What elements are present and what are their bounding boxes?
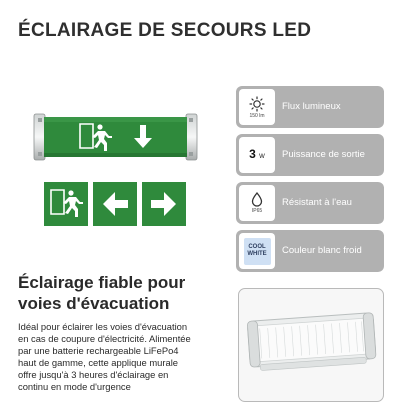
luminaire-product-photo [238,288,384,402]
section-heading: Éclairage fiable pour voies d'évacuation [18,273,186,313]
feature-luminous-flux [236,86,384,128]
feature-label: Couleur blanc froid [282,245,362,256]
feature-label: Résistant à l'eau [282,197,352,208]
color-temperature-icon: COOL WHITE [239,233,275,269]
product-description: Idéal pour éclairer les voies d'évacuation en cas de coupure d'électricité. Alimentée par une batterie rechargeable LiFePo4 haut de gamme, cette applique murale offre jusqu'à 3 heures d'éclairage en continu en mode d'urgence [18,321,191,392]
exit-luminaire [34,114,197,160]
brightness-icon: 150 lm [239,89,275,125]
feature-water-resistant [236,182,384,224]
power-rating-icon: 3 W [239,137,275,173]
feature-label: Flux lumineux [282,101,341,112]
feature-output-power [236,134,384,176]
feature-label: Puissance de sortie [282,149,365,160]
exit-sign-panels [44,182,186,226]
feature-color-temperature [236,230,384,272]
water-drop-icon: IP65 [239,185,275,221]
page-title: ÉCLAIRAGE DE SECOURS LED [18,20,312,41]
